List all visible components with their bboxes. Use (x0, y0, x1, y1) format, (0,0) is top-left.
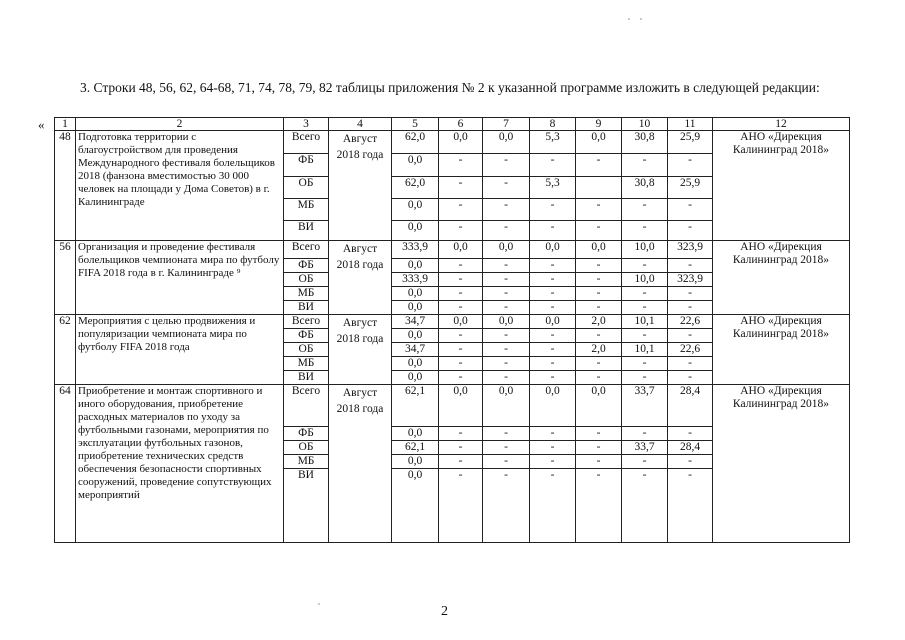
value-cell: 30,8 (622, 131, 668, 154)
col-header: 1 (55, 118, 76, 131)
value-cell: - (668, 221, 713, 241)
value-cell: - (530, 357, 576, 371)
value-cell: 28,4 (668, 441, 713, 455)
term-cell: Август 2018 года (329, 385, 392, 543)
funding-source: ВИ (284, 469, 329, 543)
activity-name: Организация и проведение фестиваля болельщиков чемпионата мира по футболу FIFA 2018 года в г. Калининграде ⁹ (76, 241, 284, 315)
value-cell: 333,9 (392, 273, 439, 287)
value-cell: - (439, 199, 483, 221)
value-cell: - (483, 343, 530, 357)
funding-source: МБ (284, 199, 329, 221)
funding-source: ВИ (284, 371, 329, 385)
value-cell: - (622, 199, 668, 221)
value-cell: - (439, 455, 483, 469)
value-cell: - (483, 441, 530, 455)
funding-source: Всего (284, 315, 329, 329)
value-cell: 5,3 (530, 177, 576, 199)
value-cell: - (483, 301, 530, 315)
value-cell: - (439, 273, 483, 287)
value-cell: 0,0 (439, 131, 483, 154)
value-cell: - (622, 427, 668, 441)
value-cell: - (576, 221, 622, 241)
value-cell: - (439, 221, 483, 241)
value-cell: - (439, 427, 483, 441)
value-cell: 0,0 (392, 221, 439, 241)
value-cell: 0,0 (392, 371, 439, 385)
row-number: 48 (55, 131, 76, 241)
value-cell: - (439, 259, 483, 273)
value-cell: - (576, 441, 622, 455)
value-cell: - (622, 301, 668, 315)
value-cell: - (530, 221, 576, 241)
value-cell: 0,0 (392, 455, 439, 469)
value-cell: 62,1 (392, 441, 439, 455)
funding-source: ФБ (284, 259, 329, 273)
value-cell: - (622, 357, 668, 371)
funding-source: Всего (284, 131, 329, 154)
value-cell: - (439, 287, 483, 301)
value-cell: - (622, 329, 668, 343)
value-cell: - (576, 287, 622, 301)
funding-source: МБ (284, 357, 329, 371)
value-cell: 323,9 (668, 241, 713, 259)
value-cell: - (668, 259, 713, 273)
value-cell: 10,1 (622, 315, 668, 329)
col-header: 3 (284, 118, 329, 131)
value-cell: - (439, 177, 483, 199)
value-cell: - (530, 287, 576, 301)
value-cell: - (483, 455, 530, 469)
value-cell: 10,1 (622, 343, 668, 357)
funding-source: МБ (284, 287, 329, 301)
value-cell: 0,0 (439, 315, 483, 329)
value-cell: - (483, 427, 530, 441)
value-cell: - (530, 469, 576, 543)
value-cell: - (622, 469, 668, 543)
value-cell: 2,0 (576, 343, 622, 357)
table-row (55, 131, 850, 154)
value-cell: 25,9 (668, 131, 713, 154)
col-header: 9 (576, 118, 622, 131)
value-cell: 0,0 (530, 385, 576, 427)
value-cell: 0,0 (392, 154, 439, 177)
value-cell: 0,0 (483, 385, 530, 427)
value-cell: 10,0 (622, 273, 668, 287)
value-cell: - (439, 441, 483, 455)
term-cell: Август 2018 года (329, 315, 392, 385)
value-cell: 5,3 (530, 131, 576, 154)
value-cell: 0,0 (439, 241, 483, 259)
value-cell: 0,0 (576, 131, 622, 154)
row-number: 62 (55, 315, 76, 385)
value-cell: - (530, 343, 576, 357)
value-cell: 0,0 (392, 301, 439, 315)
value-cell: - (668, 329, 713, 343)
value-cell: 0,0 (392, 427, 439, 441)
value-cell: 33,7 (622, 385, 668, 427)
value-cell (576, 177, 622, 199)
activity-name: Приобретение и монтаж спортивного и иного оборудования, приобретение расходных материалов по уходу за футбольными газонами, мероприятия по эксплуатации футбольных газонов, приобретение технических средств обеспечения безопасности спортивных сооружений, проведение сопутствующих мероприятий (76, 385, 284, 543)
value-cell: 25,9 (668, 177, 713, 199)
col-header: 4 (329, 118, 392, 131)
value-cell: 34,7 (392, 343, 439, 357)
value-cell: - (483, 469, 530, 543)
value-cell: - (576, 329, 622, 343)
value-cell: - (483, 371, 530, 385)
value-cell: - (483, 221, 530, 241)
value-cell: - (576, 259, 622, 273)
value-cell: - (576, 469, 622, 543)
funding-source: Всего (284, 241, 329, 259)
col-header: 6 (439, 118, 483, 131)
value-cell: - (668, 154, 713, 177)
term-cell: Август 2018 года (329, 131, 392, 241)
funding-source: ОБ (284, 273, 329, 287)
value-cell: 323,9 (668, 273, 713, 287)
value-cell: - (576, 455, 622, 469)
value-cell: 0,0 (530, 315, 576, 329)
funding-source: ОБ (284, 343, 329, 357)
value-cell: 34,7 (392, 315, 439, 329)
value-cell: - (576, 199, 622, 221)
value-cell: - (530, 154, 576, 177)
value-cell: - (576, 427, 622, 441)
value-cell: - (530, 329, 576, 343)
value-cell: - (668, 371, 713, 385)
col-header: 8 (530, 118, 576, 131)
value-cell: - (576, 273, 622, 287)
value-cell: 0,0 (439, 385, 483, 427)
value-cell: - (668, 357, 713, 371)
funding-source: ОБ (284, 441, 329, 455)
executor-cell: АНО «Дирекция Калининград 2018» (713, 241, 850, 315)
table-row (55, 241, 850, 259)
col-header: 2 (76, 118, 284, 131)
funding-source: ВИ (284, 301, 329, 315)
value-cell: 0,0 (392, 469, 439, 543)
value-cell: - (530, 441, 576, 455)
value-cell: 0,0 (392, 329, 439, 343)
value-cell: 22,6 (668, 315, 713, 329)
value-cell: - (530, 259, 576, 273)
funding-source: Всего (284, 385, 329, 427)
value-cell: - (668, 199, 713, 221)
funding-source: ФБ (284, 427, 329, 441)
value-cell: - (622, 154, 668, 177)
value-cell: - (439, 357, 483, 371)
row-number: 64 (55, 385, 76, 543)
value-cell: - (530, 199, 576, 221)
value-cell: - (668, 469, 713, 543)
row-number: 56 (55, 241, 76, 315)
value-cell: - (439, 301, 483, 315)
value-cell: - (530, 371, 576, 385)
col-header: 5 (392, 118, 439, 131)
value-cell: - (576, 301, 622, 315)
value-cell: - (439, 371, 483, 385)
value-cell: - (530, 455, 576, 469)
program-table (54, 117, 850, 543)
value-cell: 62,0 (392, 177, 439, 199)
value-cell: - (622, 221, 668, 241)
value-cell: 0,0 (392, 287, 439, 301)
value-cell: - (483, 154, 530, 177)
value-cell: 0,0 (483, 131, 530, 154)
value-cell: 0,0 (392, 259, 439, 273)
value-cell: - (622, 371, 668, 385)
page-number: 2 (441, 604, 448, 619)
table-row (55, 385, 850, 427)
value-cell: - (622, 259, 668, 273)
value-cell: - (483, 357, 530, 371)
value-cell: 0,0 (483, 241, 530, 259)
activity-name: Подготовка территории с благоустройством для проведения Международного фестиваля болельщиков 2018 (фанзона вместимостью 30 000 человек на площади у Дома Советов) в г. Калининграде (76, 131, 284, 241)
executor-cell: АНО «Дирекция Калининград 2018» (713, 315, 850, 385)
value-cell: - (483, 329, 530, 343)
col-header: 7 (483, 118, 530, 131)
funding-source: ОБ (284, 177, 329, 199)
value-cell: - (576, 371, 622, 385)
value-cell: - (622, 455, 668, 469)
value-cell: - (439, 154, 483, 177)
value-cell: 2,0 (576, 315, 622, 329)
col-header: 11 (668, 118, 713, 131)
value-cell: - (439, 469, 483, 543)
value-cell: 0,0 (576, 385, 622, 427)
funding-source: ФБ (284, 329, 329, 343)
funding-source: МБ (284, 455, 329, 469)
value-cell: - (483, 199, 530, 221)
executor-cell: АНО «Дирекция Калининград 2018» (713, 131, 850, 241)
value-cell: - (439, 343, 483, 357)
value-cell: - (668, 301, 713, 315)
executor-cell: АНО «Дирекция Калининград 2018» (713, 385, 850, 543)
value-cell: - (530, 273, 576, 287)
funding-source: ВИ (284, 221, 329, 241)
value-cell: - (530, 427, 576, 441)
value-cell: - (439, 329, 483, 343)
value-cell: - (668, 287, 713, 301)
opening-quote: « (38, 117, 45, 132)
col-header: 12 (713, 118, 850, 131)
value-cell: 0,0 (392, 357, 439, 371)
value-cell: - (483, 287, 530, 301)
value-cell: 62,0 (392, 131, 439, 154)
value-cell: 0,0 (530, 241, 576, 259)
term-cell: Август 2018 года (329, 241, 392, 315)
value-cell: 30,8 (622, 177, 668, 199)
value-cell: 0,0 (392, 199, 439, 221)
value-cell: - (622, 287, 668, 301)
activity-name: Мероприятия с целью продвижения и популяризации чемпионата мира по футболу FIFA 2018 года (76, 315, 284, 385)
value-cell: 33,7 (622, 441, 668, 455)
value-cell: - (483, 273, 530, 287)
header-row (55, 118, 850, 131)
value-cell: - (668, 455, 713, 469)
value-cell: - (576, 357, 622, 371)
value-cell: - (576, 154, 622, 177)
value-cell: 62,1 (392, 385, 439, 427)
intro-paragraph: 3. Строки 48, 56, 62, 64-68, 71, 74, 78, 79, 82 таблицы приложения № 2 к указанной программе изложить в следующей редакции: (80, 80, 820, 95)
value-cell: - (530, 301, 576, 315)
table-row (55, 315, 850, 329)
value-cell: 0,0 (576, 241, 622, 259)
value-cell: 333,9 (392, 241, 439, 259)
value-cell: 22,6 (668, 343, 713, 357)
funding-source: ФБ (284, 154, 329, 177)
value-cell: - (483, 259, 530, 273)
value-cell: 0,0 (483, 315, 530, 329)
value-cell: 10,0 (622, 241, 668, 259)
value-cell: 28,4 (668, 385, 713, 427)
value-cell: - (483, 177, 530, 199)
col-header: 10 (622, 118, 668, 131)
value-cell: - (668, 427, 713, 441)
